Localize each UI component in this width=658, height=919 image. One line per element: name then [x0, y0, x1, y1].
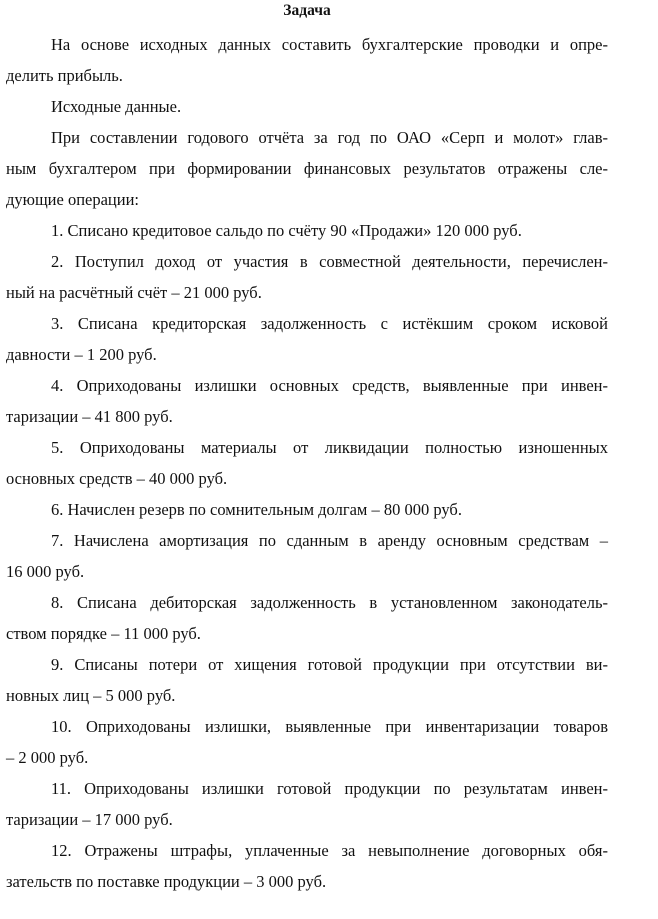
text-line: таризации – 41 800 руб. — [6, 407, 173, 426]
text-line: 8. Списана дебиторская задолженность в установленном законодатель- — [51, 593, 608, 612]
paragraph — [6, 773, 608, 835]
text-line: таризации – 17 000 руб. — [6, 810, 173, 829]
text-line: 12. Отражены штрафы, уплаченные за невыполнение договорных обя- — [51, 841, 608, 860]
text-line: 1. Списано кредитовое сальдо по счёту 90 «Продажи» 120 000 руб. — [51, 221, 522, 240]
paragraph — [6, 246, 608, 308]
text-line: делить прибыль. — [6, 66, 123, 85]
document-title: Задача — [283, 2, 331, 19]
text-line: основных средств – 40 000 руб. — [6, 469, 228, 488]
text-line: 3. Списана кредиторская задолженность с истёкшим сроком исковой — [51, 314, 608, 333]
paragraph — [6, 494, 608, 525]
text-line: ством порядке – 11 000 руб. — [6, 624, 201, 643]
paragraph — [6, 91, 608, 122]
paragraph — [6, 308, 608, 370]
text-line: – 2 000 руб. — [6, 748, 89, 767]
text-line: 5. Оприходованы материалы от ликвидации полностью изношенных — [51, 438, 608, 457]
text-line: 2. Поступил доход от участия в совместной деятельности, перечислен- — [51, 252, 608, 271]
text-line: 16 000 руб. — [6, 562, 85, 581]
text-line: 4. Оприходованы излишки основных средств, выявленные при инвен- — [51, 376, 608, 395]
text-line: давности – 1 200 руб. — [6, 345, 157, 364]
paragraph — [6, 215, 608, 246]
text-line: ный на расчётный счёт – 21 000 руб. — [6, 283, 262, 302]
paragraph — [6, 649, 608, 711]
text-line: дующие операции: — [6, 190, 140, 209]
paragraph — [6, 432, 608, 494]
paragraph — [6, 370, 608, 432]
text-line: ным бухгалтером при формировании финансовых результатов отражены сле- — [6, 159, 608, 178]
paragraph — [6, 29, 608, 91]
text-line: Исходные данные. — [51, 97, 182, 116]
text-line: зательств по поставке продукции – 3 000 руб. — [6, 872, 327, 891]
text-line: На основе исходных данных составить бухгалтерские проводки и опре- — [51, 35, 608, 54]
paragraph — [6, 711, 608, 773]
text-line: 6. Начислен резерв по сомнительным долгам – 80 000 руб. — [51, 500, 462, 519]
text-line: новных лиц – 5 000 руб. — [6, 686, 176, 705]
document-body — [6, 29, 608, 897]
paragraph — [6, 835, 608, 897]
text-line: 10. Оприходованы излишки, выявленные при инвентаризации товаров — [51, 717, 608, 736]
text-line: 9. Списаны потери от хищения готовой продукции при отсутствии ви- — [51, 655, 608, 674]
paragraph — [6, 587, 608, 649]
paragraph — [6, 525, 608, 587]
paragraph — [6, 122, 608, 215]
text-line: 11. Оприходованы излишки готовой продукции по результатам инвен- — [51, 779, 608, 798]
text-line: 7. Начислена амортизация по сданным в аренду основным средствам – — [51, 531, 608, 550]
text-line: При составлении годового отчёта за год по ОАО «Серп и молот» глав- — [51, 128, 608, 147]
